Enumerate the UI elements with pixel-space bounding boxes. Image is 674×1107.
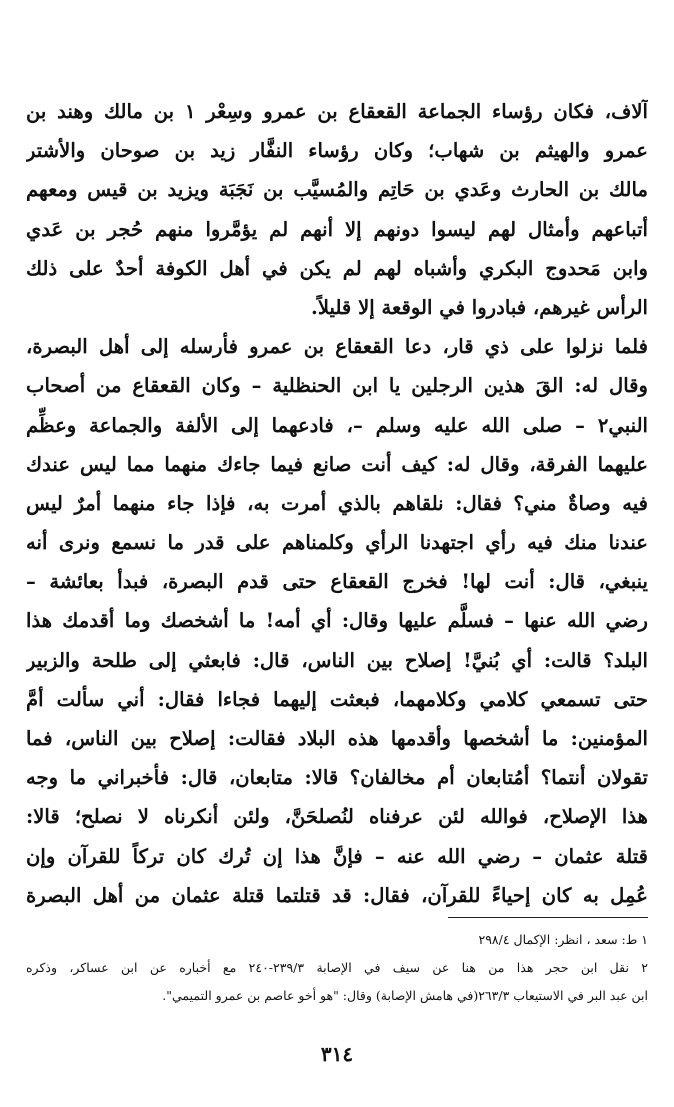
text-line: حتى تسمعي كلامي وكلامهما، فبعثت إليهما فجاءا فقال: أني سألت أمَّ — [26, 687, 648, 711]
text-line: هذا الإصلاح، فوالله لئن عرفناه لنُصلحَنَّ، ولئن أنكرناه لا نصلح؛ قالا: — [26, 805, 648, 829]
text-line: فلما نزلوا على ذي قار، دعا القعقاع بن عمرو فأرسله إلى أهل البصرة، — [26, 335, 648, 359]
text-line: عندنا منك فيه رأي اجتهدنا الرأي وكلمناهم على قدر ما نسمع ونرى أنه — [26, 531, 648, 555]
page-number: ٣١٤ — [320, 1042, 354, 1066]
footnote: ٢ نقل ابن حجر هذا من هنا عن سيف في الإصابة ٢٣٩/٣-٢٤٠ مع أخباره عن ابن عساكر، وذكره — [26, 960, 648, 975]
text-line: وابن مَحدوج البكري وأشباه لهم لم يكن في أهل الكوفة أحدٌ على ذلك — [26, 256, 648, 280]
text-line: مالك بن الحارث وعَدي بن حَاتِم والمُسيَّب بن نَجَبَة ويزيد بن قيس ومعهم — [26, 178, 648, 202]
main-text — [26, 92, 648, 915]
text-line: البلد؟ قالت: أي بُنيَّ! إصلاح بين الناس، قال: فابعثي إلى طلحة والزبير — [26, 648, 648, 672]
text-line: عمرو والهيثم بن شهاب؛ وكان رؤساء النفَّار زيد بن صوحان والأشتر — [26, 139, 648, 163]
text-line: تقولان أنتما؟ أمُتابعان أم مخالفان؟ قالا: متابعان، قال: فأخبراني ما وجه — [26, 766, 648, 790]
text-line: الرأس غيرهم، فبادروا في الوقعة إلا قليلاً. — [311, 295, 648, 319]
footnotes — [26, 926, 648, 1010]
text-line: ينبغي، قال: أنت لها! فخرج القعقاع حتى قدم البصرة، فبدأ بعائشة – — [26, 570, 648, 594]
text-line: آلاف، فكان رؤساء الجماعة القعقاع بن عمرو وسِعْر ١ بن مالك وهند بن — [26, 100, 648, 123]
footnote: ١ ط: سعد ، انظر: الإكمال ٢٩٨/٤ — [478, 932, 648, 947]
text-line: عُمِل به كان إحياءً للقرآن، فقال: قد قتلتما قتلة عثمان من أهل البصرة — [26, 883, 648, 907]
footnote: ابن عبد البر في الاستيعاب ٢٦٣/٣(في هامش الإصابة) وقال: "هو أخو عاصم بن عمرو التميمي". — [162, 988, 648, 1003]
text-line: عليهما الفرقة، وقال له: كيف أنت صانع فيما جاءك منهما مما ليس عندك — [26, 452, 648, 476]
text-line: رضي الله عنها – فسلَّم عليها وقال: أي أمه! ما أشخصك وما أقدمك هذا — [26, 609, 648, 633]
text-line: المؤمنين: ما أشخصها وأقدمها هذه البلاد فقالت: إصلاح بين الناس، فما — [26, 727, 648, 750]
footnote-divider — [448, 917, 648, 918]
text-line: النبي٢ – صلى الله عليه وسلم –، فادعهما إلى الألفة والجماعة وعظِّم — [26, 413, 648, 437]
text-line: فيه وصاةٌ مني؟ فقال: نلقاهم بالذي أمرت به، فإذا جاء منهما أمرٌ ليس — [26, 491, 648, 515]
text-line: وقال له: القَ هذين الرجلين يا ابن الحنظلية – وكان القعقاع من أصحاب — [26, 374, 648, 398]
text-line: قتلة عثمان – رضي الله عنه – فإنَّ هذا إن تُرك كان تركاً للقرآن وإن — [26, 844, 648, 868]
text-line: أتباعهم وأمثال لهم ليسوا دونهم إلا أنهم لم يؤمَّروا منهم حُجر بن عَدي — [26, 217, 648, 241]
